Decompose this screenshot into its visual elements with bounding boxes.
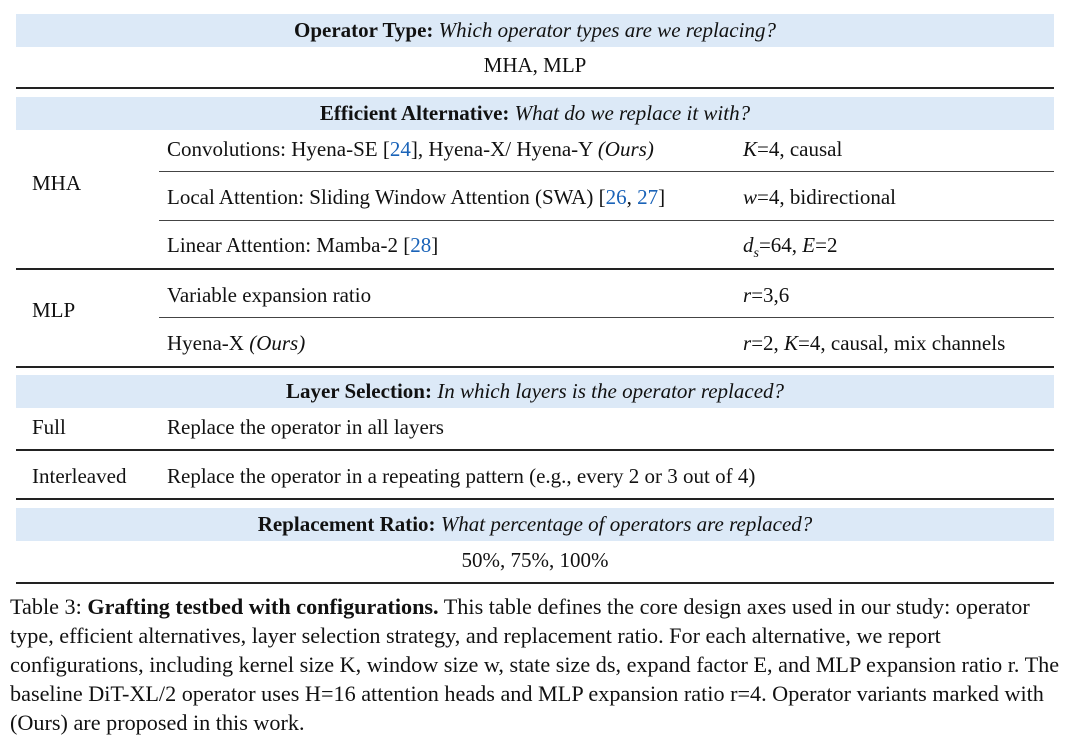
operator-type-question: Which operator types are we replacing? <box>438 18 776 42</box>
efficient-alternative-header <box>16 97 1054 130</box>
citation-link[interactable]: 26 <box>605 185 627 209</box>
alternative-desc: Linear Attention: Mamba-2 [28] <box>167 233 439 257</box>
replacement-ratio-header <box>16 508 1054 541</box>
alternative-desc: Convolutions: Hyena-SE [24], Hyena-X/ Hyena-Y (Ours) <box>167 137 654 161</box>
rule <box>16 87 1054 89</box>
layer-name: Full <box>32 415 66 439</box>
alternative-config: r=2, K=4, causal, mix channels <box>743 331 1006 355</box>
rule <box>16 366 1054 368</box>
replacement-ratio-value: 50%, 75%, 100% <box>461 548 609 572</box>
alternative-config: $d_s=64$, E=2 <box>743 233 838 262</box>
alternative-desc: Hyena-X (Ours) <box>167 331 306 355</box>
citation-link[interactable]: 24 <box>389 137 411 161</box>
ours-marker: (Ours) <box>249 331 306 355</box>
ours-marker: (Ours) <box>597 137 654 161</box>
rule <box>159 171 1054 172</box>
caption-label: Table 3: <box>10 594 88 619</box>
layer-desc: Replace the operator in a repeating pattern (e.g., every 2 or 3 out of 4) <box>167 464 756 488</box>
replacement-ratio-question: What percentage of operators are replaced? <box>440 512 813 536</box>
layer-selection-question: In which layers is the operator replaced? <box>437 379 785 403</box>
rule <box>159 220 1054 221</box>
operator-type-title: Operator Type: <box>294 18 434 42</box>
layer-name: Interleaved <box>32 464 127 488</box>
rule <box>16 582 1054 584</box>
alternative-desc: Local Attention: Sliding Window Attention (SWA) [26, 27] <box>167 185 666 209</box>
citation-link[interactable]: 27 <box>637 185 659 209</box>
replacement-ratio-title: Replacement Ratio: <box>257 512 436 536</box>
efficient-alternative-title: Efficient Alternative: <box>319 101 510 125</box>
alternative-config: K=4, causal <box>743 137 843 161</box>
alternative-config: r=3,6 <box>743 283 790 307</box>
rule <box>16 449 1054 451</box>
group-label-mlp: MLP <box>32 298 76 322</box>
rule <box>159 317 1054 318</box>
alternative-config: w=4, bidirectional <box>743 185 896 209</box>
table-caption <box>10 592 1070 737</box>
rule <box>16 268 1054 270</box>
rule <box>16 498 1054 500</box>
layer-selection-title: Layer Selection: <box>285 379 432 403</box>
caption-title: Grafting testbed with configurations. <box>87 594 439 619</box>
efficient-alternative-question: What do we replace it with? <box>514 101 751 125</box>
caption-text: This table defines the core design axes used in our study: operator type, efficient alternatives, layer selection strategy, and replacement ratio. For each alternative, we report configurations, including kernel size K, window size w, state size ds, expand factor E, and MLP expansion ratio r. The baseline DiT-XL/2 operator uses H=16 attention heads and MLP expansion ratio r=4. Operator variants marked with (Ours) are proposed in this work. <box>10 594 1060 735</box>
operator-type-header <box>16 14 1054 47</box>
citation-link[interactable]: 28 <box>410 233 432 257</box>
layer-selection-header <box>16 375 1054 408</box>
layer-desc: Replace the operator in all layers <box>167 415 444 439</box>
operator-type-value: MHA, MLP <box>483 53 587 77</box>
alternative-desc: Variable expansion ratio <box>167 283 372 307</box>
group-label-mha: MHA <box>32 171 82 195</box>
